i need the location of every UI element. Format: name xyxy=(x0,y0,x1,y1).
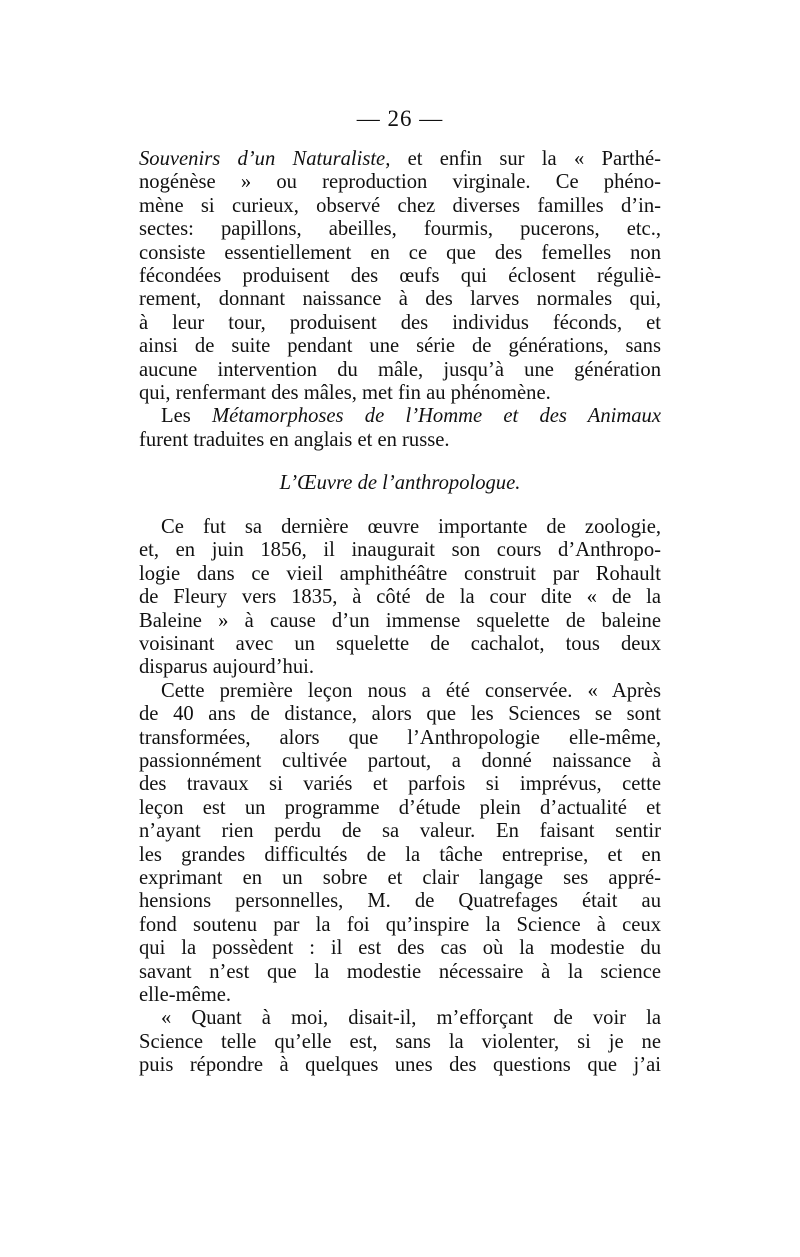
text-line: fond soutenu par la foi qu’inspire la Science à ceux xyxy=(139,913,661,936)
text-line: de Fleury vers 1835, à côté de la cour dite « de la xyxy=(139,586,661,609)
text-line: à leur tour, produisent des individus féconds, et xyxy=(139,311,661,334)
paragraph-premiere-lecon xyxy=(139,680,661,1007)
text-line: n’ayant rien perdu de sa valeur. En faisant sentir xyxy=(139,820,661,843)
text-line: Ce fut sa dernière œuvre importante de zoologie, xyxy=(161,516,661,539)
text-line: Souvenirs d’un Naturaliste, et enfin sur la « Parthé- xyxy=(139,148,661,170)
paragraph-quotation xyxy=(139,1007,661,1077)
paragraph-cours-anthropologie xyxy=(139,516,661,680)
text-line: qui, renfermant des mâles, met fin au phénomène. xyxy=(139,381,551,404)
text-line: mène si curieux, observé chez diverses familles d’in- xyxy=(139,194,661,217)
text-line: « Quant à moi, disait-il, m’efforçant de voir la xyxy=(161,1007,661,1030)
text-line: elle-même. xyxy=(139,983,232,1006)
text-line: furent traduites en anglais et en russe. xyxy=(139,428,450,451)
text-line: de 40 ans de distance, alors que les Sciences se sont xyxy=(139,703,661,726)
section-heading: L’Œuvre de l’anthropologue. xyxy=(279,472,521,495)
text-line: aucune intervention du mâle, jusqu’à une génération xyxy=(139,358,661,381)
text-line: puis répondre à quelques unes des questions que j’ai xyxy=(139,1054,661,1077)
text-line: leçon est un programme d’étude plein d’actualité et xyxy=(139,796,661,819)
text-line: les grandes difficultés de la tâche entreprise, et en xyxy=(139,843,661,866)
text-line: qui la possèdent : il est des cas où la modestie du xyxy=(139,937,661,960)
text-line: rement, donnant naissance à des larves normales qui, xyxy=(139,288,661,311)
text-line: Science telle qu’elle est, sans la violenter, si je ne xyxy=(139,1030,661,1053)
text-line: transformées, alors que l’Anthropologie elle-même, xyxy=(139,726,661,749)
text-line: et, en juin 1856, il inaugurait son cours d’Anthropo- xyxy=(139,539,661,562)
text-line: sectes: papillons, abeilles, fourmis, pucerons, etc., xyxy=(139,218,661,241)
text-line: Cette première leçon nous a été conservée. « Après xyxy=(161,679,661,702)
paragraph-parthenogenese xyxy=(139,148,661,405)
text-line: logie dans ce vieil amphithéâtre construit par Rohault xyxy=(139,562,661,585)
text-line: disparus aujourd’hui. xyxy=(139,656,315,679)
text-line: fécondées produisent des œufs qui éclosent réguliè- xyxy=(139,264,661,287)
page-number: — 26 — xyxy=(356,106,444,131)
body-text xyxy=(139,148,661,1077)
book-title-italic: Souvenirs d’un Naturaliste, xyxy=(139,148,391,170)
text-line: ainsi de suite pendant une série de générations, sans xyxy=(139,335,661,358)
text-line: savant n’est que la modestie nécessaire à la science xyxy=(139,960,661,983)
text-line: Les Métamorphoses de l’Homme et des Animaux xyxy=(161,405,661,428)
text-line: nogénèse » ou reproduction virginale. Ce phéno- xyxy=(139,171,661,194)
text-line: passionnément cultivée partout, a donné naissance à xyxy=(139,749,661,772)
paragraph-metamorphoses xyxy=(139,405,661,452)
text-line: des travaux si variés et parfois si imprévus, cette xyxy=(139,773,661,796)
text-line: hensions personnelles, M. de Quatrefages était au xyxy=(139,890,661,913)
book-title-italic: Métamorphoses de l’Homme et des Animaux xyxy=(211,405,661,428)
text-line: voisinant avec un squelette de cachalot, tous deux xyxy=(139,633,661,656)
text-line: consiste essentiellement en ce que des femelles non xyxy=(139,241,661,264)
text-line: Baleine » à cause d’un immense squelette de baleine xyxy=(139,609,661,632)
text-line: exprimant en un sobre et clair langage ses appré- xyxy=(139,866,661,889)
